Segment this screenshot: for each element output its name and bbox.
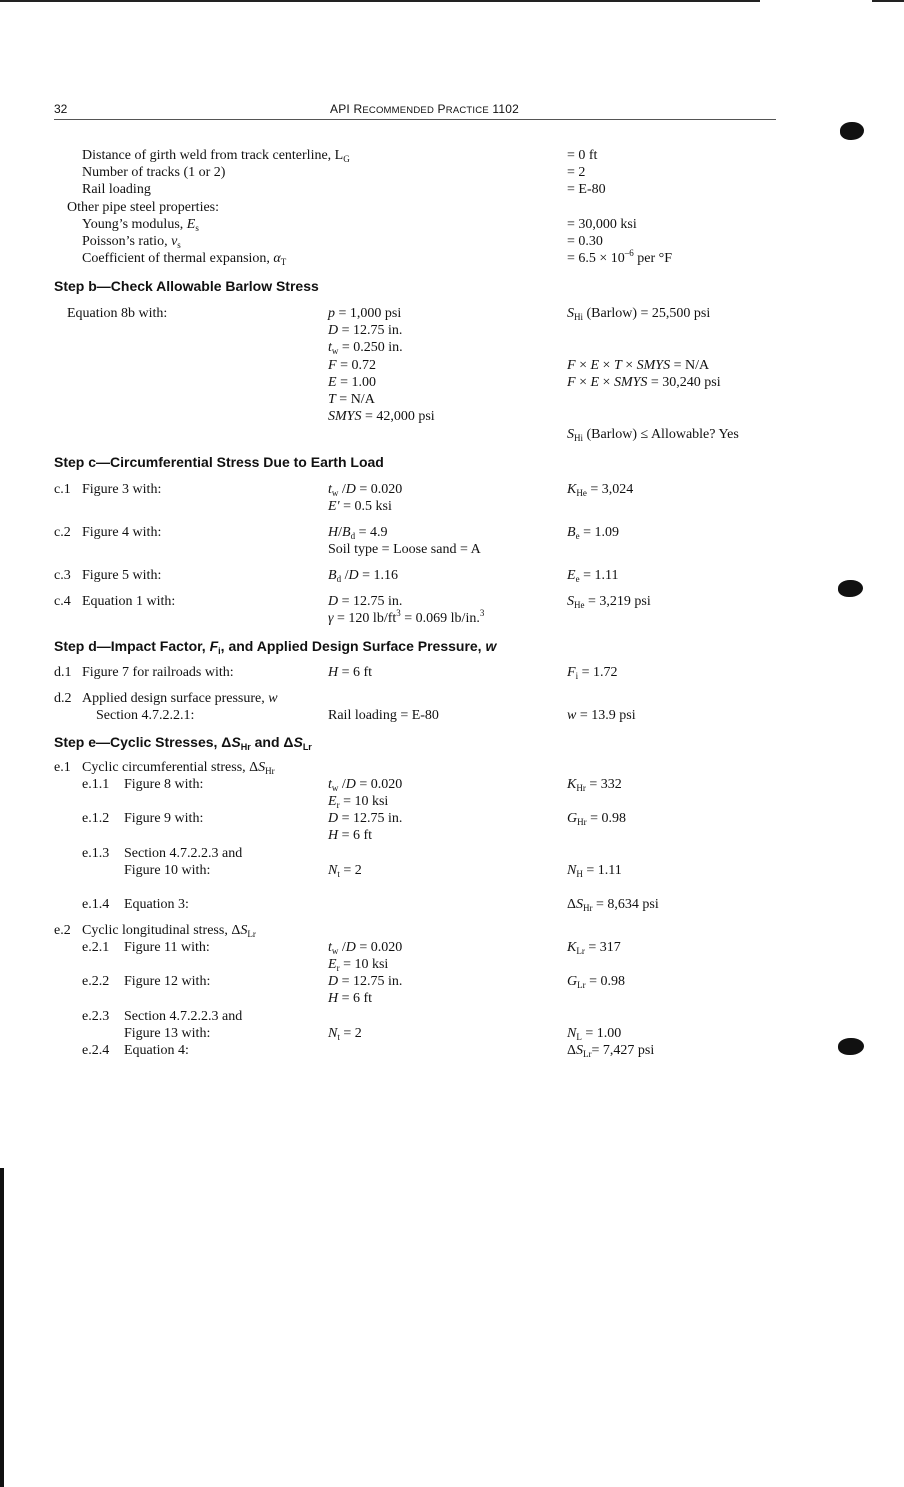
step-e13-num: e.1.3 xyxy=(82,846,110,861)
step-e2-num: e.2 xyxy=(54,923,71,938)
step-e14-num: e.1.4 xyxy=(82,897,110,912)
step-c2-num: c.2 xyxy=(54,525,71,540)
param-youngs-value: = 30,000 ksi xyxy=(567,217,637,232)
binder-hole-mark xyxy=(838,1038,864,1055)
step-b-result-fes: F × E × SMYS = 30,240 psi xyxy=(567,375,721,390)
step-c1-input-1: $t_w$ /D = 0.020 xyxy=(328,482,403,498)
step-d2-result: w = 13.9 psi xyxy=(567,708,636,723)
step-c1-label: Figure 3 with: xyxy=(82,482,162,497)
step-e21-label: Figure 11 with: xyxy=(124,940,210,955)
step-b-input-tw: $t_w = 0.250$ in. xyxy=(328,340,403,356)
step-e21-result: $K_{Lr} = 317$ xyxy=(567,940,621,956)
step-e23-input: $N_t = 2$ xyxy=(328,1026,362,1042)
scan-left-edge xyxy=(0,1168,4,1487)
step-e13-result: $N_H = 1.11$ xyxy=(567,863,622,879)
step-b-input-p: p = 1,000 psi xyxy=(328,306,402,321)
step-c4-input-1: D = 12.75 in. xyxy=(328,594,403,609)
step-e11-num: e.1.1 xyxy=(82,777,110,792)
step-d2-input: Rail loading = E-80 xyxy=(328,708,439,723)
step-e22-result: $G_{Lr} = 0.98$ xyxy=(567,974,626,990)
step-c4-result: $S_{He} = 3,219$ psi xyxy=(567,594,651,610)
step-b-input-smys: SMYS = 42,000 psi xyxy=(328,409,435,424)
step-c2-input-1: $H/B_d = 4.9$ xyxy=(328,525,388,541)
step-b-label: Equation 8b with: xyxy=(67,306,168,321)
step-e21-input-1: $t_w$ /D = 0.020 xyxy=(328,940,403,956)
param-poisson-label: Poisson’s ratio, $\nu_s$ xyxy=(82,234,181,250)
param-thermal-value: = $6.5 \times 10^{-6}$ per °F xyxy=(567,248,673,266)
step-e12-label: Figure 9 with: xyxy=(124,811,204,826)
step-d1-num: d.1 xyxy=(54,665,72,680)
step-b-input-e: E = 1.00 xyxy=(328,375,376,390)
step-e22-label: Figure 12 with: xyxy=(124,974,211,989)
step-d2-label-2: Section 4.7.2.2.1: xyxy=(96,708,195,723)
page-number: 32 xyxy=(54,102,68,116)
step-b-input-d: D = 12.75 in. xyxy=(328,323,403,338)
param-rail-loading-value: = E-80 xyxy=(567,182,606,197)
step-e23-result: $N_L = 1.00$ xyxy=(567,1026,622,1042)
step-c2-result: $B_e = 1.09$ xyxy=(567,525,619,541)
step-e-heading: Step e—Cyclic Stresses, $\Delta S_{Hr}$ and $\Delta S_{Lr}$ xyxy=(54,734,312,752)
param-youngs-label: Young’s modulus, $E_s$ xyxy=(82,217,199,233)
param-other-props: Other pipe steel properties: xyxy=(67,200,220,215)
scan-top-edge xyxy=(0,0,760,2)
param-girth-weld-value: = 0 ft xyxy=(567,148,598,163)
step-d1-label: Figure 7 for railroads with: xyxy=(82,665,234,680)
step-e23-num: e.2.3 xyxy=(82,1009,110,1024)
step-e13-label-2: Figure 10 with: xyxy=(124,863,211,878)
binder-hole-mark xyxy=(840,122,864,140)
step-e11-label: Figure 8 with: xyxy=(124,777,204,792)
param-rail-loading-label: Rail loading xyxy=(82,182,151,197)
step-e14-label: Equation 3: xyxy=(124,897,189,912)
param-poisson-value: = 0.30 xyxy=(567,234,603,249)
step-e24-result: $\Delta S_{Lr}= 7,427$ psi xyxy=(567,1043,655,1059)
step-e12-input-2: H = 6 ft xyxy=(328,828,373,843)
step-e14-result: $\Delta S_{Hr} = 8,634$ psi xyxy=(567,897,659,913)
step-b-result-fets: F × E × T × SMYS = N/A xyxy=(567,358,710,373)
param-tracks-label: Number of tracks (1 or 2) xyxy=(82,165,226,180)
step-e1-num: e.1 xyxy=(54,760,71,775)
step-e12-result: $G_{Hr} = 0.98$ xyxy=(567,811,627,827)
param-thermal-label: Coefficient of thermal expansion, $\alpha_T$ xyxy=(82,251,287,267)
step-e12-input-1: D = 12.75 in. xyxy=(328,811,403,826)
step-e21-input-2: $E_r = 10$ ksi xyxy=(328,957,389,973)
step-d2-label: Applied design surface pressure, w xyxy=(82,691,278,706)
running-header: API RECOMMENDED PRACTICE 1102 xyxy=(330,102,520,116)
step-b-input-t: T = N/A xyxy=(328,392,375,407)
step-e2-label: Cyclic longitudinal stress, $\Delta S_{Lr}$ xyxy=(82,923,256,939)
header-rule xyxy=(54,119,776,120)
step-e13-input: $N_t = 2$ xyxy=(328,863,362,879)
step-e24-num: e.2.4 xyxy=(82,1043,110,1058)
step-e1-label: Cyclic circumferential stress, $\Delta S_{Hr}$ xyxy=(82,760,275,776)
step-e23-label: Section 4.7.2.2.3 and xyxy=(124,1009,243,1024)
step-c3-num: c.3 xyxy=(54,568,71,583)
param-girth-weld-label: Distance of girth weld from track centerline, $L_G$ xyxy=(82,148,350,164)
step-c4-label: Equation 1 with: xyxy=(82,594,176,609)
step-c3-label: Figure 5 with: xyxy=(82,568,162,583)
step-b-result-barlow: $S_{Hi}$ (Barlow) = 25,500 psi xyxy=(567,306,711,322)
step-e22-num: e.2.2 xyxy=(82,974,110,989)
step-e22-input-1: D = 12.75 in. xyxy=(328,974,403,989)
step-c1-result: $K_{He} = 3,024$ xyxy=(567,482,634,498)
step-e21-num: e.2.1 xyxy=(82,940,110,955)
step-e11-result: $K_{Hr} = 332$ xyxy=(567,777,622,793)
step-e13-label: Section 4.7.2.2.3 and xyxy=(124,846,243,861)
step-b-heading: Step b—Check Allowable Barlow Stress xyxy=(54,278,319,294)
step-c2-label: Figure 4 with: xyxy=(82,525,162,540)
step-c2-input-2: Soil type = Loose sand = A xyxy=(328,542,481,557)
step-e12-num: e.1.2 xyxy=(82,811,110,826)
scan-top-edge-right xyxy=(872,0,904,2)
step-c4-num: c.4 xyxy=(54,594,71,609)
step-e11-input-1: $t_w$ /D = 0.020 xyxy=(328,777,403,793)
step-e24-label: Equation 4: xyxy=(124,1043,189,1058)
step-c1-input-2: E′ = 0.5 ksi xyxy=(328,499,392,514)
step-c1-num: c.1 xyxy=(54,482,71,497)
step-c3-input-1: $B_d$ /D = 1.16 xyxy=(328,568,398,584)
step-e23-label-2: Figure 13 with: xyxy=(124,1026,211,1041)
step-d-heading: Step d—Impact Factor, $F_i$, and Applied Design Surface Pressure, w xyxy=(54,638,497,656)
step-b-input-f: F = 0.72 xyxy=(328,358,376,373)
step-d1-result: $F_i = 1.72$ xyxy=(567,665,618,681)
step-d1-input: H = 6 ft xyxy=(328,665,373,680)
step-c-heading: Step c—Circumferential Stress Due to Earth Load xyxy=(54,454,384,470)
step-b-result-allowable: $S_{Hi}$ (Barlow) ≤ Allowable? Yes xyxy=(567,427,739,443)
step-d2-num: d.2 xyxy=(54,691,72,706)
binder-hole-mark xyxy=(838,580,863,597)
step-e11-input-2: $E_r = 10$ ksi xyxy=(328,794,389,810)
step-c3-result: $E_e = 1.11$ xyxy=(567,568,619,584)
param-tracks-value: = 2 xyxy=(567,165,586,180)
step-e22-input-2: H = 6 ft xyxy=(328,991,373,1006)
step-c4-input-2: γ = 120 $lb/ft^3 = 0.069$ lb/in.$^3$ xyxy=(328,608,485,626)
